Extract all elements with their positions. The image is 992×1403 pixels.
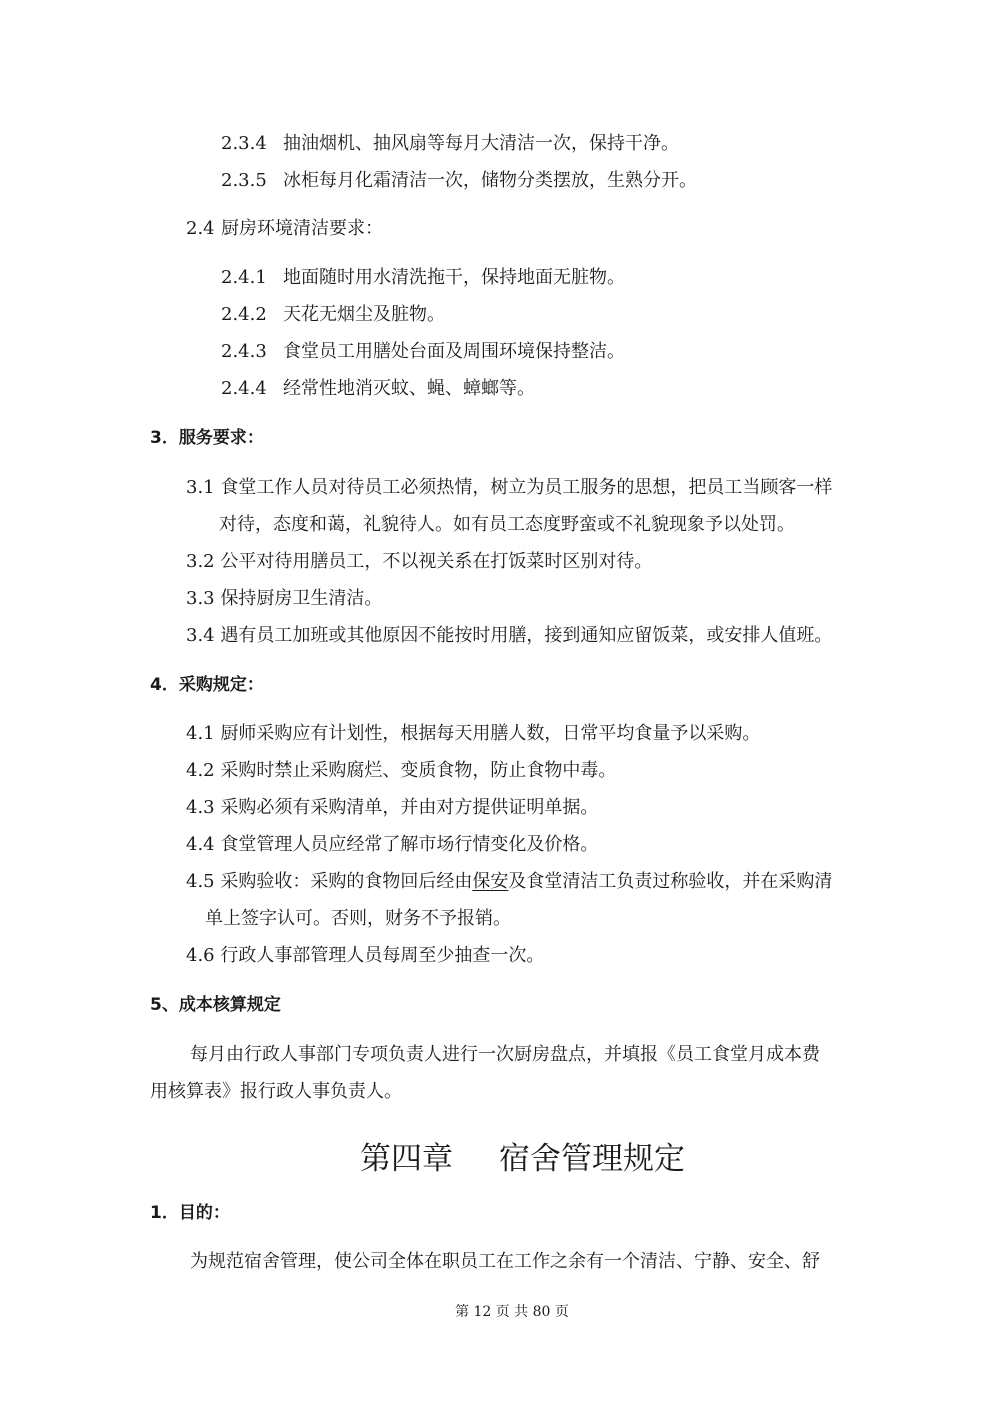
item-number: 2.4.2 — [221, 304, 267, 325]
purchase-4-5-text-rest: 及食堂清洁工负责过称验收，并在采购清 — [508, 871, 833, 892]
chapter-number: 第四章 — [360, 1141, 453, 1177]
section-number: 2.4 — [186, 218, 215, 239]
purchase-4-5 — [186, 870, 832, 894]
heading-purchase: 4．采购规定： — [150, 675, 264, 695]
purchase-4-5-underlined: 保安 — [472, 871, 509, 892]
service-3-1-cont: 对待，态度和蔼，礼貌待人。如有员工态度野蛮或不礼貌现象予以处罚。 — [219, 514, 795, 535]
purchase-4-3: 4.3 采购必须有采购清单，并由对方提供证明单据。 — [186, 797, 599, 818]
item-number: 2.4.4 — [221, 378, 267, 399]
chapter-title — [360, 1139, 685, 1179]
cost-paragraph-line1: 每月由行政人事部门专项负责人进行一次厨房盘点，并填报《员工食堂月成本费 — [190, 1044, 820, 1065]
item-2-4-4 — [221, 377, 535, 401]
section-2-4 — [186, 217, 383, 241]
service-3-3: 3.3 保持厨房卫生清洁。 — [186, 588, 383, 609]
item-text: 冰柜每月化霜清洁一次，储物分类摆放，生熟分开。 — [283, 170, 697, 191]
purpose-paragraph: 为规范宿舍管理，使公司全体在职员工在工作之余有一个清洁、宁静、安全、舒 — [190, 1251, 820, 1272]
service-3-2: 3.2 公平对待用膳员工，不以视关系在打饭菜时区别对待。 — [186, 551, 653, 572]
heading-cost: 5、成本核算规定 — [150, 995, 281, 1015]
purchase-4-2: 4.2 采购时禁止采购腐烂、变质食物，防止食物中毒。 — [186, 760, 617, 781]
heading-purpose: 1．目的： — [150, 1203, 230, 1223]
service-3-1: 3.1 食堂工作人员对待员工必须热情，树立为员工服务的思想，把员工当顾客一样 — [186, 477, 833, 498]
purchase-4-5-text: 4.5 采购验收：采购的食物回后经由 — [186, 871, 473, 892]
item-number: 2.4.3 — [221, 341, 267, 362]
item-text: 经常性地消灭蚊、蝇、蟑螂等。 — [283, 378, 535, 399]
purchase-4-6: 4.6 行政人事部管理人员每周至少抽查一次。 — [186, 945, 545, 966]
item-2-4-2 — [221, 303, 445, 327]
item-text: 地面随时用水清洗拖干，保持地面无脏物。 — [283, 267, 625, 288]
item-text: 抽油烟机、抽风扇等每月大清洁一次，保持干净。 — [283, 133, 679, 154]
purchase-4-4: 4.4 食堂管理人员应经常了解市场行情变化及价格。 — [186, 834, 599, 855]
item-2-3-4 — [221, 132, 679, 156]
purchase-4-5-cont: 单上签字认可。否则，财务不予报销。 — [205, 908, 511, 929]
service-3-4: 3.4 遇有员工加班或其他原因不能按时用膳，接到通知应留饭菜，或安排人值班。 — [186, 625, 833, 646]
item-text: 食堂员工用膳处台面及周围环境保持整洁。 — [283, 341, 625, 362]
chapter-name: 宿舍管理规定 — [499, 1141, 685, 1177]
page-footer: 第 12 页 共 80 页 — [455, 1304, 569, 1320]
item-text: 天花无烟尘及脏物。 — [283, 304, 445, 325]
item-number: 2.3.5 — [221, 170, 267, 191]
item-number: 2.3.4 — [221, 133, 267, 154]
item-2-4-3 — [221, 340, 625, 364]
item-2-3-5 — [221, 169, 697, 193]
purchase-4-1: 4.1 厨师采购应有计划性，根据每天用膳人数，日常平均食量予以采购。 — [186, 723, 761, 744]
item-number: 2.4.1 — [221, 267, 267, 288]
cost-paragraph-line2: 用核算表》报行政人事负责人。 — [150, 1081, 402, 1102]
heading-service: 3．服务要求： — [150, 428, 264, 448]
item-2-4-1 — [221, 266, 625, 290]
section-text: 厨房环境清洁要求： — [221, 218, 383, 239]
